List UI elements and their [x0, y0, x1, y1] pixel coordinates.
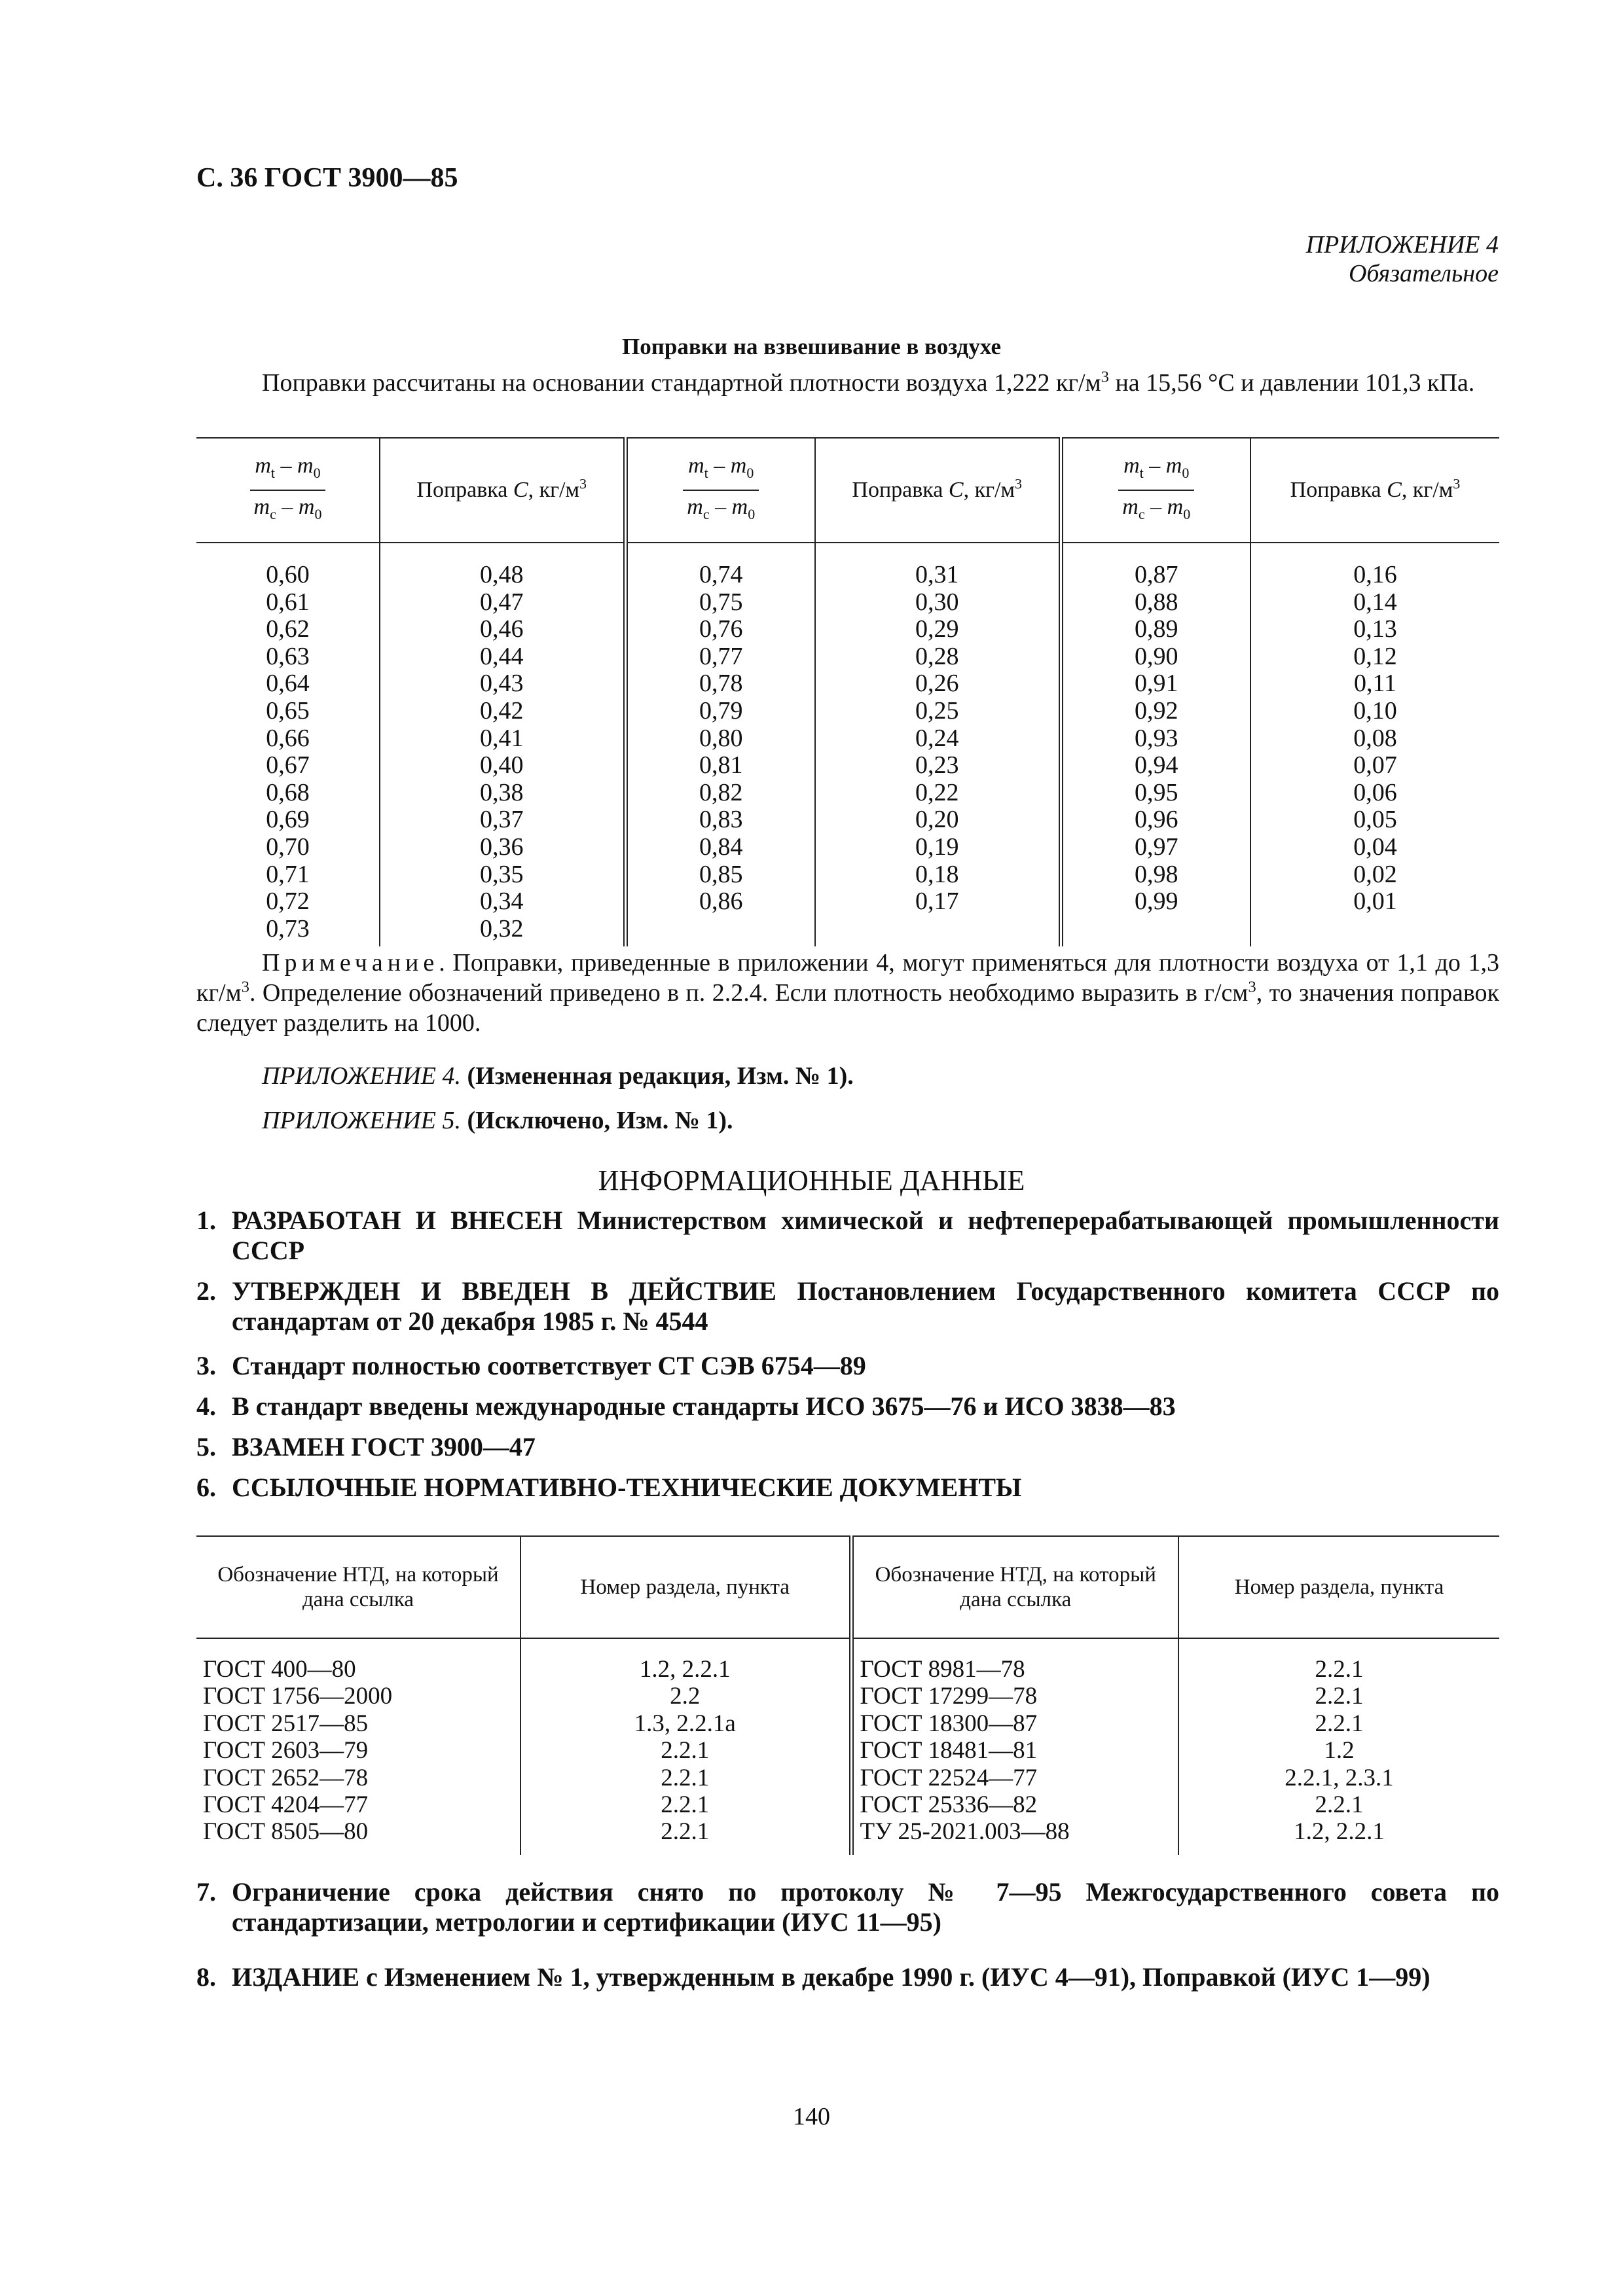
appendix-label — [1306, 230, 1499, 288]
right-section-list: 2.2.1 2.2.1 2.2.1 1.2 2.2.1, 2.3.1 2.2.1 1.2, 2.2.1 — [1178, 1638, 1499, 1855]
correction-values-group-3: 0,16 0,14 0,13 0,12 0,11 0,10 0,08 0,07 0,06 0,05 0,04 0,02 0,01 — [1250, 543, 1499, 946]
appendix-status: Обязательное — [1348, 260, 1499, 287]
info-item-5: 5. ВЗАМЕН ГОСТ 3900—47 — [196, 1432, 536, 1462]
table-header-row — [196, 1536, 1499, 1638]
ratio-fraction: $\frac{m_t - m_0}{m_с - m_0}$ — [683, 450, 759, 531]
ratio-fraction: $\frac{m_t - m_0}{m_с - m_0}$ — [250, 450, 326, 531]
ratio-values-group-2: 0,74 0,75 0,76 0,77 0,78 0,79 0,80 0,81 0,82 0,83 0,84 0,85 0,86 — [625, 543, 815, 946]
intro-text-part1: Поправки рассчитаны на основании стандартной плотности воздуха 1,222 кг/м — [262, 369, 1101, 397]
appendix-number: ПРИЛОЖЕНИЕ 4 — [1305, 231, 1499, 259]
note-paragraph: Примечание. Поправки, приведенные в приложении 4, могут применяться для плотности воздуха от 1,1 до 1,3 $кг/м^3$. Определение обозначений приведено в п. 2.2.4. Если плотность необходимо выразить в $г/см^3$, то значения поправок следует разделить на 1000. — [196, 949, 1500, 1037]
left-doc-list: ГОСТ 400—80 ГОСТ 1756—2000 ГОСТ 2517—85 ГОСТ 2603—79 ГОСТ 2652—78 ГОСТ 4204—77 ГОСТ 8505—80 — [203, 1656, 393, 1846]
correction-header: Поправка С, $кг/м^3$ — [815, 438, 1061, 543]
info-item-1: 1. РАЗРАБОТАН И ВНЕСЕН Министерством химической и нефтеперерабатывающей промышленности СССР — [196, 1206, 1499, 1265]
corrections-intro — [196, 368, 1499, 398]
intro-text-part2: на 15,56 °С и давлении 101,3 кПа. — [1108, 369, 1475, 397]
correction-header: Поправка С, $кг/м^3$ — [380, 438, 625, 543]
table-header-row — [196, 438, 1499, 543]
right-doc-list: ГОСТ 8981—78 ГОСТ 17299—78 ГОСТ 18300—87 ГОСТ 18481—81 ГОСТ 22524—77 ГОСТ 25336—82 ТУ 25-2021.003—88 — [851, 1638, 1178, 1855]
correction-header: Поправка С, $кг/м^3$ — [1250, 438, 1499, 543]
ratio-header — [196, 438, 380, 543]
superscript: 3 — [1101, 368, 1109, 386]
ratio-header — [1061, 438, 1250, 543]
ratio-values-group-3: 0,87 0,88 0,89 0,90 0,91 0,92 0,93 0,94 0,95 0,96 0,97 0,98 0,99 — [1061, 543, 1250, 946]
appendix-5-note: ПРИЛОЖЕНИЕ 5. (Исключено, Изм. № 1). — [262, 1107, 733, 1134]
corrections-table — [196, 437, 1499, 946]
info-item-8: 8. ИЗДАНИЕ с Изменением № 1, утвержденным в декабре 1990 г. (ИУС 4—91), Поправкой (ИУС 1—99) — [196, 1962, 1431, 1992]
correction-values-group-2: 0,31 0,30 0,29 0,28 0,26 0,25 0,24 0,23 0,22 0,20 0,19 0,18 0,17 — [815, 543, 1061, 946]
info-item-4: 4. В стандарт введены международные стандарты ИСО 3675—76 и ИСО 3838—83 — [196, 1391, 1176, 1421]
doc-header: Обозначение НТД, на который дана ссылка — [851, 1536, 1178, 1638]
appendix-4-note: ПРИЛОЖЕНИЕ 4. (Измененная редакция, Изм. № 1). — [262, 1062, 854, 1090]
info-item-6: 6. ССЫЛОЧНЫЕ НОРМАТИВНО-ТЕХНИЧЕСКИЕ ДОКУМЕНТЫ — [196, 1473, 1022, 1502]
note-label: Примечание — [262, 949, 439, 977]
section-header: Номер раздела, пункта — [1178, 1536, 1499, 1638]
ratio-values-group-1: 0,60 0,61 0,62 0,63 0,64 0,65 0,66 0,67 0,68 0,69 0,70 0,71 0,72 0,73 — [266, 561, 310, 942]
corrections-title: Поправки на взвешивание в воздухе — [621, 334, 1001, 359]
reference-documents-table — [196, 1535, 1499, 1855]
ratio-header — [625, 438, 815, 543]
section-header: Номер раздела, пункта — [520, 1536, 851, 1638]
info-item-3: 3. Стандарт полностью соответствует СТ СЭВ 6754—89 — [196, 1351, 866, 1380]
left-section-list: 1.2, 2.2.1 2.2 1.3, 2.2.1а 2.2.1 2.2.1 2.2.1 2.2.1 — [520, 1638, 851, 1855]
page-number: 140 — [793, 2103, 830, 2130]
ratio-fraction: $\frac{m_t - m_0}{m_с - m_0}$ — [1118, 450, 1194, 531]
table-body-row — [196, 1638, 1499, 1855]
table-body-row — [196, 543, 1499, 946]
info-item-7: 7. Ограничение срока действия снято по протоколу № 7—95 Межгосударственного совета по стандартизации, метрологии и сертификации (ИУС 11—95) — [196, 1877, 1499, 1937]
info-item-2: 2. УТВЕРЖДЕН И ВВЕДЕН В ДЕЙСТВИЕ Постановлением Государственного комитета СССР по стандартам от 20 декабря 1985 г. № 4544 — [196, 1276, 1499, 1336]
correction-values-group-1: 0,48 0,47 0,46 0,44 0,43 0,42 0,41 0,40 0,38 0,37 0,36 0,35 0,34 0,32 — [380, 543, 625, 946]
page-header: С. 36 ГОСТ 3900—85 — [196, 163, 458, 193]
info-title: ИНФОРМАЦИОННЫЕ ДАННЫЕ — [598, 1164, 1025, 1196]
doc-header: Обозначение НТД, на который дана ссылка — [196, 1536, 520, 1638]
